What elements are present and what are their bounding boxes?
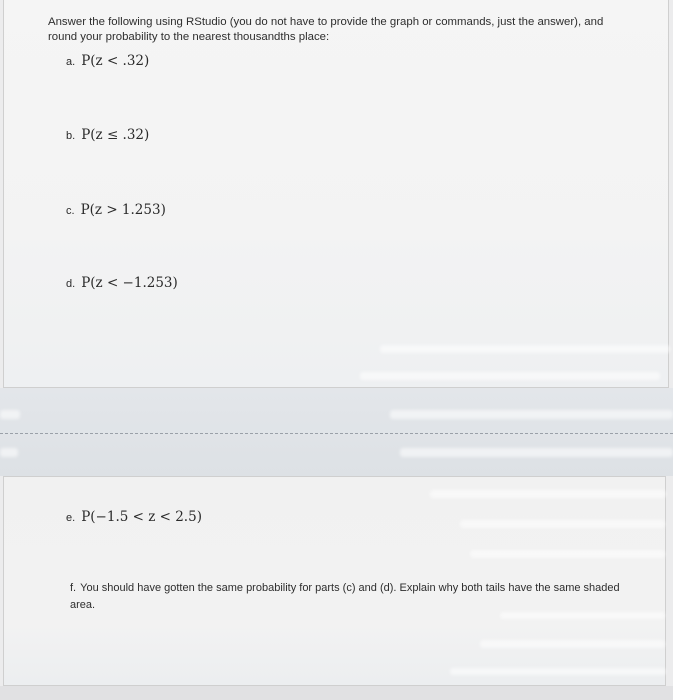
probability-expression: P(−1.5 < z < 2.5) [81, 509, 202, 525]
question-f [70, 580, 630, 614]
question-d [66, 274, 178, 292]
question-b [66, 126, 149, 144]
question-e [66, 508, 202, 526]
question-label: f. [70, 582, 77, 594]
instructions-text: Answer the following using RStudio (you do not have to provide the graph or commands, just the answer), and round your probability to the nearest thousandths place: [48, 16, 604, 43]
probability-expression: P(z < −1.253) [81, 275, 178, 291]
question-label: d. [66, 278, 76, 290]
question-label: b. [66, 130, 76, 142]
question-f-text: You should have gotten the same probability for parts (c) and (d). Explain why both tails have the same shaded area. [70, 582, 620, 611]
probability-expression: P(z > 1.253) [80, 202, 166, 218]
footer-strip [0, 686, 673, 700]
panel-gap [0, 388, 673, 476]
question-label: a. [66, 56, 76, 68]
question-label: e. [66, 512, 76, 524]
probability-expression: P(z ≤ .32) [81, 127, 150, 143]
question-a [66, 52, 149, 70]
probability-expression: P(z < .32) [81, 53, 150, 69]
question-c [66, 201, 166, 219]
page-divider [0, 433, 673, 434]
question-label: c. [66, 205, 75, 217]
